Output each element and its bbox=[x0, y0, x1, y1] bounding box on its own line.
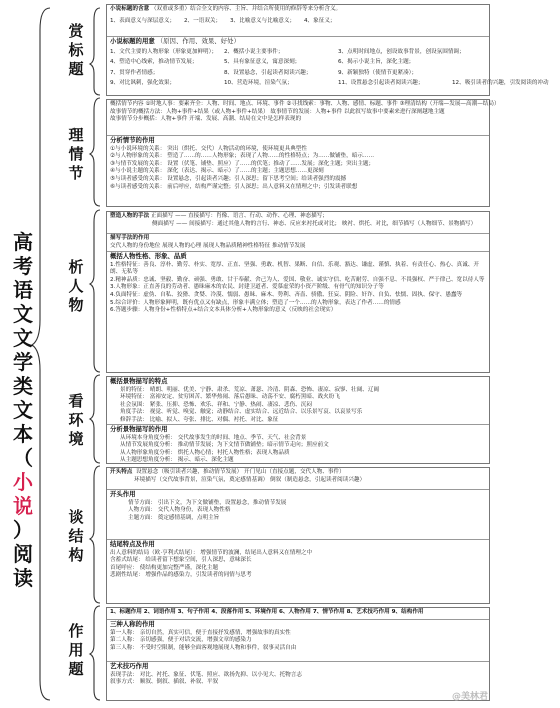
title-char: 读 bbox=[13, 566, 33, 590]
text-line: 从情节发展角度分析： 推动情节发展；为下文情节做铺垫；暗示情节走向；照应前文 bbox=[120, 442, 329, 449]
function-types-line: 1、标题作用 2、词语作用 3、句子作用 4、段落作用 5、环境作用 6、人物作用 7、情节作用 8、艺术技巧作用 9、结构作用 bbox=[110, 609, 424, 615]
title-meaning-item: 4、象征义； bbox=[303, 17, 336, 24]
environment-role-block bbox=[107, 425, 489, 465]
plot-content-line: 概括情节内容 ①时地人事：要素齐全：人物、时间、地点、环境、事件 ②寻找线索：事物、人物、感情、标题、事件 ③理清结构（开端—发展—高潮—结局） bbox=[110, 101, 500, 107]
title-meaning-item: 2、一语双关； bbox=[183, 17, 222, 24]
section-label-char: 题 bbox=[68, 60, 84, 78]
section-label-char: 作 bbox=[68, 622, 84, 640]
environment-nature-head: 概括景物描写的特点 bbox=[110, 377, 168, 385]
text-line: 第三人称： 不受时空限制，能够全面客观地展现人物和事件，叙事灵活自由 bbox=[110, 644, 297, 651]
section-label-char: 结 bbox=[68, 527, 84, 545]
plot-function-head: 分析情节的作用 bbox=[110, 136, 155, 144]
text-line: 从环境本身角度分析： 交代故事发生的时间、地点、季节、天气、社会背景 bbox=[120, 434, 307, 441]
text-line: 修辞手法： 比喻、拟人、夸张、排比、对偶、衬托、对比、象征 bbox=[120, 416, 279, 423]
title-char: 文 bbox=[13, 326, 33, 350]
title-function-item: 7、贯穿作者情感； bbox=[110, 69, 159, 76]
section-label-character bbox=[64, 258, 88, 315]
text-line: ⑤与读者感受的关系： 设置悬念，引起读者兴趣；引人深思；留下思考空间；给读者强烈的震撼 bbox=[110, 175, 347, 182]
title-char: 阅 bbox=[13, 542, 33, 566]
plot-function-block bbox=[107, 136, 489, 208]
section-label-char: 赏 bbox=[68, 22, 84, 40]
watermark: @美林君 bbox=[451, 692, 488, 702]
text-line: 4.负面特征：虚伪、自私、狡猾、贪婪、冷漠、懦弱、愚昧、麻木、势利、吝啬、骄傲、狂妄、阴险、奸诈、自负、怯懦、固执、保守、愚蠢等 bbox=[110, 291, 463, 298]
title-char: ） bbox=[13, 518, 33, 542]
text-line: ②与人物形象的关系： 塑造了……的……人物形象；表现了人物……的性格特点；为……做铺垫，暗示…… bbox=[110, 153, 375, 160]
text-line: 2.精神品质：忠诚、坚毅、勤奋、顽强、勇敢、甘于奉献、舍己为人、爱国、敬业、诚实守信、吃苦耐劳、自强不息、不畏强权、严于律己、宽以待人等 bbox=[110, 276, 485, 283]
title-char: 高 bbox=[13, 230, 33, 254]
text-line: 第一人称： 亲切自然，真实可信，便于直接抒发感情，增强故事的真实性 bbox=[110, 629, 291, 636]
character-methods-line: 侧面描写 —— 间接描写：通过其他人物的言行、神态、反应来衬托或对比； 映衬、烘托、对比，细节描写（人物细节、景物描写） bbox=[152, 220, 477, 227]
title-char: （ bbox=[13, 446, 33, 470]
text-line: ①与小说环境的关系： 突出（烘托、交代）人物活动的环境，使环境更具典型性 bbox=[110, 145, 307, 152]
title-function-row bbox=[110, 59, 486, 67]
title-char: 本 bbox=[13, 422, 33, 446]
character-traits-head: 概括人物性格、形象、品质 bbox=[110, 252, 187, 260]
text-line: 景的特征： 晴朗、明丽、优美、宁静、肃杀、荒凉、萧瑟、冷清、阴森、恐怖、凄凉、寂寥、壮阔、辽阔 bbox=[120, 386, 380, 393]
environment-nature-block bbox=[107, 377, 489, 425]
environment-role-lines bbox=[110, 435, 486, 465]
title-char: 小 bbox=[13, 470, 33, 494]
text-line: 含蓄式结尾： 给读者留下想象空间，引人深思，意味深长 bbox=[110, 557, 252, 564]
text-line: 出人意料的结局（欧·亨利式结尾）： 增强情节的波澜，结尾出人意料又在情理之中 bbox=[110, 549, 313, 556]
title-function-item: 6、揭示小说主旨，深化主题； bbox=[338, 59, 415, 66]
text-line: 人物方面： 交代人物身份，表现人物性格 bbox=[128, 507, 231, 514]
structure-section-box bbox=[106, 467, 490, 604]
opening-line: 设置悬念（吸引读者兴趣，推动情节发展） 开门见山（直接点题，交代人物、事件） bbox=[135, 469, 345, 475]
title-meaning-head: 小说标题的含意 bbox=[110, 6, 150, 12]
section-label-char: 谈 bbox=[68, 508, 84, 526]
character-methods-block bbox=[107, 212, 489, 234]
title-function-head: 小说标题的用意 bbox=[110, 37, 155, 45]
title-meaning-note: （双重或多重）结合全文的内容、主旨、并结合所使用的修辞等来分析含义。 bbox=[150, 6, 342, 12]
person-block bbox=[107, 620, 489, 662]
title-function-item: 10、营造环境，渲染气氛； bbox=[224, 80, 293, 87]
art-lines bbox=[110, 672, 486, 687]
title-char: 文 bbox=[13, 398, 33, 422]
section-label-environment bbox=[64, 392, 88, 449]
title-function-item: 4、塑造中心线索，推动情节发展； bbox=[110, 59, 198, 66]
title-meaning-item: 3、比喻意义与比喻意义； bbox=[230, 17, 296, 24]
section-label-char: 构 bbox=[68, 546, 84, 564]
opening-role-lines bbox=[110, 500, 486, 523]
character-methods-line: 正面描写 —— 直接描写：肖像、语言、行动、动作、心理、神态描写； bbox=[150, 213, 328, 219]
text-line: 情节方面： 引出下文，为下文做铺垫，设置悬念，推动情节发展 bbox=[128, 499, 287, 506]
title-function-item: 1、文代主要的人物形象（形象更加鲜明）； bbox=[110, 48, 218, 55]
text-line: 5.综合评价：人物形象鲜明，既有优点又有缺点，形象丰满立体；塑造了一个……的人物形象，表达了作者……的情感 bbox=[110, 299, 401, 306]
text-line: 从人物形象角度分析： 烘托人物心情；衬托人物性格；表现人物品质 bbox=[120, 449, 290, 456]
text-line: 从主题思想角度分析： 揭示、暗示、深化主题 bbox=[120, 457, 234, 464]
art-block bbox=[107, 662, 489, 702]
title-meaning-item: 1、表面意义与深层意义； bbox=[110, 17, 176, 24]
character-role-block bbox=[107, 234, 489, 252]
section-label-title bbox=[64, 22, 88, 79]
title-char: 文 bbox=[13, 302, 33, 326]
opening-head: 开头特点 bbox=[110, 469, 133, 475]
section-label-char: 看 bbox=[68, 392, 84, 410]
title-function-item: 9、对比讽刺，强化效果； bbox=[110, 80, 176, 87]
title-meaning-block bbox=[107, 5, 489, 37]
title-section-box bbox=[106, 4, 549, 96]
function-section-box bbox=[106, 607, 490, 701]
title-function-rows bbox=[110, 48, 549, 88]
section-label-char: 标 bbox=[68, 41, 84, 59]
text-line: 1.性格特征：善良、淳朴、勤劳、朴实、宽厚、正直、坚强、勇敢、机智、果断、自信、乐观、豁达、谦虚、谨慎、执着、有责任心、热心、真诚、开朗、无私等 bbox=[110, 261, 479, 276]
title-char: 语 bbox=[13, 278, 33, 302]
title-meaning-items bbox=[110, 18, 486, 26]
character-traits-block bbox=[107, 252, 489, 374]
plot-section-box bbox=[106, 99, 500, 207]
section-label-char: 理 bbox=[68, 126, 84, 144]
title-function-item: 3、点明时间地点，创设故事背景，创设氛围情调； bbox=[338, 48, 465, 55]
text-line: 首尾呼应： 使结构更加完整严谨，深化主题 bbox=[110, 564, 219, 571]
title-function-row bbox=[110, 49, 486, 57]
title-function-item: 11、设置悬念引起读者阅读兴趣； bbox=[338, 80, 424, 87]
function-types-block bbox=[107, 608, 489, 620]
text-line: 角度手法： 视觉、听觉、嗅觉、触觉；动静结合、虚实结合、远近结合、以乐景写哀、以哀景写乐 bbox=[120, 409, 363, 416]
environment-nature-lines bbox=[110, 387, 486, 425]
text-line: 表现手法： 对比、衬托、象征、伏笔、照应、欲扬先抑、以小见大、托物言志 bbox=[110, 671, 302, 678]
ending-head: 结尾特点及作用 bbox=[110, 540, 155, 548]
art-head: 艺术技巧作用 bbox=[110, 662, 149, 670]
plot-content-block bbox=[107, 100, 500, 136]
title-function-item: 9、新颖独特（使情节更紧凑）； bbox=[338, 69, 418, 76]
title-function-block bbox=[107, 37, 549, 97]
section-label-char: 析 bbox=[68, 258, 84, 276]
plot-content-line: 故事情节的概括方法：人物+事件+结果（或人物+事件+结果） 故事情节的发展：人物+事件 以此叙写故事中要素来进行深阐越地主题 bbox=[110, 108, 445, 115]
section-label-char: 情 bbox=[68, 145, 84, 163]
opening-line: 环境描写（交代故事背景，渲染气氛，奠定感情基调） 倒叙（制造悬念，引起读者阅读兴趣） bbox=[134, 476, 366, 483]
section-label-char: 境 bbox=[68, 430, 84, 448]
plot-content-line: 故事情节分步概括：人物+事件 开端、发展、高潮、结局在文中是怎样表现的 bbox=[110, 116, 302, 123]
title-function-item: 2、概括小说主要事件； bbox=[224, 48, 284, 55]
title-function-item: 8、设置悬念，引起读者阅读兴趣； bbox=[224, 69, 312, 76]
opening-features-block bbox=[107, 468, 489, 490]
person-lines bbox=[110, 630, 486, 653]
text-line: 主题方面： 奠定感情基调，点明主旨 bbox=[128, 514, 220, 521]
text-line: 第二人称： 亲切感强，便于对话交流，增强文章的感染力 bbox=[110, 637, 252, 644]
text-line: ⑥与读者感受的关系： 前后呼应，结构严谨完整；引人深思；出人意料又在情理之中；引发读者联想 bbox=[110, 183, 358, 190]
title-function-row bbox=[110, 70, 486, 78]
character-methods-head: 塑造人物的手法 bbox=[110, 213, 150, 219]
section-label-structure bbox=[64, 508, 88, 565]
section-label-char: 用 bbox=[68, 641, 84, 659]
ending-lines bbox=[110, 550, 486, 580]
title-function-row bbox=[110, 80, 549, 88]
opening-role-head: 开头作用 bbox=[110, 490, 136, 498]
character-role-line: 交代人物的身份地位 展现人物的心理 展现人物品质精神性格特征 推动情节发展 bbox=[110, 242, 306, 249]
character-section-box bbox=[106, 211, 490, 373]
plot-function-lines bbox=[110, 146, 486, 192]
text-line: 叙事方式： 顺叙、倒叙、插叙、补叙、平叙 bbox=[110, 679, 219, 686]
text-line: 6.答题步骤：人物身份+性格特点+结合文本具体分析+人物形象的意义（反映的社会现实） bbox=[110, 307, 337, 314]
text-line: 社会氛围： 紧张、压抑、恐怖、欢乐、祥和、宁静、热闹、凄凉、悲伤、沉闷 bbox=[120, 401, 312, 408]
title-function-item: 12、吸引读者的兴趣，引发阅读的冲动 bbox=[452, 80, 549, 87]
text-line: 悲剧性结尾： 增强作品的感染力，引发读者的同情与思考 bbox=[110, 572, 252, 579]
environment-role-head: 分析景物描写的作用 bbox=[110, 425, 168, 433]
text-line: 环境特征： 富裕安定、贫穷困苦、繁华热闹、落后愚昧、动荡不安、腐朽黑暗、战火纷飞 bbox=[120, 394, 340, 401]
title-char: 考 bbox=[13, 254, 33, 278]
title-char: 学 bbox=[13, 350, 33, 374]
character-traits-lines bbox=[110, 262, 486, 315]
title-function-note: （原因、作用、效果、好处） bbox=[156, 37, 240, 45]
opening-role-block bbox=[107, 490, 489, 540]
title-function-item: 5、具有象征意义，寓意深刻； bbox=[224, 59, 301, 66]
section-label-char: 物 bbox=[68, 296, 84, 314]
text-line: 3.人物形象：正直善良的劳动者、愚昧麻木的农民、封建卫道者、爱慕虚荣的小资产阶级、有骨气的知识分子等 bbox=[110, 284, 384, 291]
section-label-plot bbox=[64, 126, 88, 183]
main-title bbox=[10, 230, 36, 590]
environment-section-box bbox=[106, 376, 490, 464]
section-label-char: 题 bbox=[68, 660, 84, 678]
section-label-char: 节 bbox=[68, 164, 84, 182]
section-label-char: 环 bbox=[68, 411, 84, 429]
title-char: 说 bbox=[13, 494, 33, 518]
character-role-head: 描写手法的作用 bbox=[110, 235, 150, 241]
section-label-function bbox=[64, 622, 88, 679]
title-char: 类 bbox=[13, 374, 33, 398]
text-line: ③与情节发展的关系： 设置（伏笔、铺垫、照应）了……的伏笔；推动了……发展；深化主题；突出主题； bbox=[110, 160, 375, 167]
ending-block bbox=[107, 540, 489, 605]
section-label-char: 人 bbox=[68, 277, 84, 295]
text-line: ④与小说主题的关系： 深化（表达、揭示、暗示）了……的主题；主题思想……更深刻 bbox=[110, 168, 324, 175]
person-head: 三种人称的作用 bbox=[110, 620, 155, 628]
